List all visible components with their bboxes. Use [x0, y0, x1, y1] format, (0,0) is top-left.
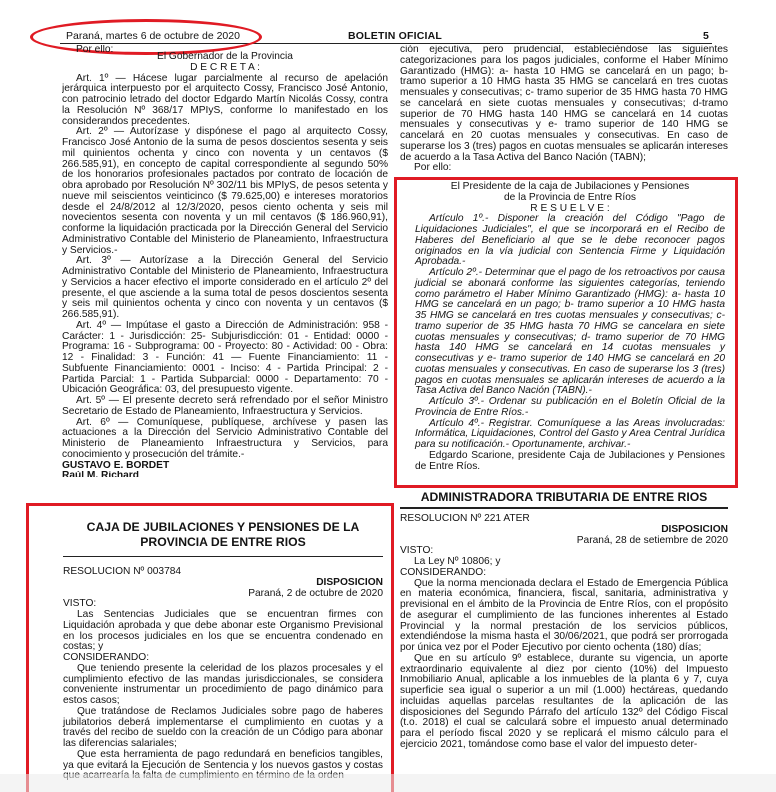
caja-resolution-number: RESOLUCION Nº 003784	[63, 566, 182, 577]
caja-continuation-column	[400, 45, 728, 180]
caja-p2: Que teniendo presente la celeridad de los plazos procesales y el cumplimiento efectivo de las mandas jurisdiccionales, se considera conveniente instrumentar un procedimiento de pago dinámico para estos casos;	[63, 662, 383, 706]
decree-top-cut: Por ello:	[76, 45, 114, 52]
resuelve-heading: R E S U E L V E :	[530, 202, 610, 214]
resuelve-art3: Artículo 3º.- Ordenar su publicación en el Boletín Oficial de la Provincia de Entre Ríos.-	[415, 396, 725, 418]
resuelve-head-1: El Presidente de la caja de Jubilaciones y Pensiones	[450, 181, 690, 192]
ater-disposicion: DISPOSICION	[661, 523, 728, 535]
decree-signature: GUSTAVO E. BORDET	[62, 459, 170, 471]
decree-column	[62, 45, 388, 505]
caja-disposicion: DISPOSICION	[316, 576, 383, 588]
ater-column	[400, 488, 728, 792]
decree-authority: El Gobernador de la Provincia	[157, 51, 293, 62]
caja-date: Paraná, 2 de octubre de 2020	[248, 587, 383, 599]
caja-continuation-text: ción ejecutiva, pero prudencial, estableciéndose las siguientes categorizaciones para los pagos judiciales, conforme el Haber Mínimo Garantizado (HMG): a- hasta 10 HMG se cancelará en un pago; b- tramo superior a 10 HMG hasta 35 HMG se cancelará en tres cuotas mensuales y consecutivas; c- tramo superior de 35 HMG hasta 70 HMG se cancelará en siete cuotas mensuales y consecutivas; d-tramo superior de 70 HMG hasta 140 HMG se cancelará en 14 cuotas mensuales y consecutivas y e- tramo superior de 140 HMG se cancelará en 20 cuotas mensuales y consecutivas. En caso de superarse los 3 (tres) pagos en cuotas mensuales se aplicarán intereses de acuerdo a la Tasa Activa del Banco Nación (TABN);	[400, 45, 728, 163]
caja-p4: Que esta herramienta de pago redundará en beneficios tangibles, ya que evitará la Ejecución de Sentencia y los nuevos gastos y costas	[63, 748, 383, 771]
ater-p1: Que la norma mencionada declara el Estado de Emergencia Pública en materia económica, financiera, fiscal, sanitaria, administrativa y previsional en el ámbito de la Provincia de Entre Ríos, con el propósito de asegurar el cumplimiento de las funciones inherentes al Estado Provincial y la normal prestación de los servicios públicos, extendiéndose la misma hasta el 30/06/2021, que podrá ser prorrogada por única vez por el Poder Ejecutivo por ciento ochenta (180) días;	[400, 577, 728, 653]
header-title: BOLETIN OFICIAL	[348, 30, 442, 42]
ater-resolution-number: RESOLUCION Nº 221 ATER	[400, 513, 530, 524]
ater-visto: VISTO:	[400, 545, 434, 557]
decree-art2: Art. 2º — Autorízase y dispónese el pago al arquitecto Cossy, Francisco José Antonio de la suma de pesos doscientos sesenta y seis mil quinientos ochenta y cinco con noventa y un centavos ($ 266.585,91), en concepto de capital correspondiente al segundo 50% de los honorarios profesionales pactados por contrato de locación de obra aprobado por Resolución Nº 302/11 bis MPIyS, de pesos setenta y nueve mil seiscientos veinticinco ($ 79.625,00) e intereses moratorios desde el 24/8/2012 al 12/3/2020, pesos ciento ochenta y seis mil novecientos sesenta con noventa y un mil centavos ($ 186.960,91), conforme la liquidación practicada por la Dirección General del Servicio Administrativo Contable del Ministerio de Planeamiento, Infraestructura y Servicios.-	[62, 126, 388, 256]
decree-art6: Art. 6º — Comuníquese, publíquese, archívese y pasen las actuaciones a la Dirección del Servicio Administrativo Contable del Ministerio de Planeamiento Infraestructura y Servicios, para conocimiento y prosecución del trámite.-	[62, 416, 388, 460]
ater-considerando: CONSIDERANDO:	[400, 566, 487, 578]
ater-date: Paraná, 28 de setiembre de 2020	[576, 534, 728, 546]
ater-section-title: ADMINISTRADORA TRIBUTARIA DE ENTRE RIOS	[420, 490, 708, 504]
decree-heading: D E C R E T A :	[190, 61, 260, 73]
page-header	[0, 0, 776, 44]
decree-art5: Art. 5º — El presente decreto será refrendado por el señor Ministro Secretario de Estado de Planeamiento, Infraestructura y Servicios.	[62, 395, 388, 417]
caja-considerando: CONSIDERANDO:	[63, 652, 150, 663]
resuelve-box	[394, 177, 738, 488]
caja-visto: VISTO:	[63, 598, 97, 610]
resuelve-column	[415, 182, 725, 472]
resuelve-art2: Artículo 2º.- Determinar que el pago de los retroactivos por causa judicial se abonará conforme las siguientes categorías, teniendo como parámetro el Haber Mínimo Garantizado (HMG): a- hasta 10 HMG se cancelará en un pago; b- tramo superior a 10 HMG hasta 35 HMG se cancelará en tres cuotas mensuales y consecutivas; c- tramo superior de 35 HMG hasta 70 HMG se cancelara en siete cuotas mensuales y consecutivas; d- tramo superior de 70 HMG hasta 140 HMG se cancelará en 14 cuotas mensuales y consecutivas y e- tramo superior de 140 HMG se cancelará en 20 cuotas mensuales y consecutivas. En caso de superarse los 3 (tres) pagos en cuotas mensuales se aplicarán intereses de acuerdo a la Tasa Activa del Banco Nación (TABN).-	[415, 267, 725, 397]
resuelve-head-2: de la Provincia de Entre Ríos	[504, 191, 636, 203]
viewer-bottom-bar	[0, 774, 776, 792]
resuelve-art1: Artículo 1º.- Disponer la creación del Código "Pago de Liquidaciones Judiciales", el que se incorporará en el Recibo de Haberes del Beneficiario al que se le debe reconocer pagos originados en la vía judicial con Sentencia Firme y Liquidación Aprobada.-	[415, 213, 725, 268]
decree-art1: Art. 1º — Hácese lugar parcialmente al recurso de apelación jerárquica interpuesto por el arquitecto Cossy, Francisco José Antonio, con patrocinio letrado del doctor Edgardo Martín Nicolás Cossy, contra la Resolución Nº 368/17 MPIyS, conforme lo manifestado en los considerandos precedentes.	[62, 72, 388, 127]
caja-por-ello: Por ello:	[414, 162, 452, 174]
ater-ley: La Ley Nº 10806; y	[414, 556, 501, 567]
resuelve-signature: Edgardo Scarione, presidente Caja de Jubilaciones y Pensiones de Entre Ríos.	[415, 449, 725, 472]
caja-resolution-box	[26, 503, 394, 792]
header-date: Paraná, martes 6 de octubre de 2020	[66, 30, 240, 42]
caja-p3: Que tratándose de Reclamos Judiciales sobre pago de haberes jubilatorios deberá implementarse el cumplimiento en cuotas y a través del recibo de sueldo con la creación de un Código para abonar las diferencias salariales;	[63, 705, 383, 749]
header-page-number: 5	[703, 30, 709, 42]
caja-resolution-column	[63, 520, 383, 782]
decree-art4: Art. 4º — Impútase el gasto a Dirección de Administración: 958 - Carácter: 1 - Jurisdicción: 25- Subjurisdicción: 01 - Entidad: 0000 - Programa: 16 - Subprograma: 00 - Proyecto: 80 - Actividad: 00 - Obra: 12 - Finalidad: 3 - Función: 41 — Fuente Financiamiento: 11 - Subfuente Financiamiento: 0001 - Inciso: 4 - Partida Principal: 2 - Partida Parcial: 1 - Partida Subparcial: 0000 - Departamento: 70 - Ubicación Geográfica: 03, del presupuesto vigente.	[62, 319, 388, 396]
ater-p2: Que en su artículo 9º establece, durante su vigencia, un aporte extraordinario equivalente al diez por ciento (10%) del Impuesto Inmobiliario Anual, aplicable a los inmuebles de la planta 6 y 7, cuya superficie sea igual o superior a un mil (1.000) hectáreas, quedando incluidas aquellas parcelas resultantes de la aplicación de las disposiciones del Segundo Párrafo del artículo 132º del Código Fiscal (t.o. 2018) el cual se calculará sobre el impuesto anual determinado para el período fiscal 2020 y se replicará el mismo cálculo para el ejercicio 2021, tomándose como base el valor del impuesto deter-	[400, 652, 728, 750]
decree-signature-2: Raúl M. Richard	[62, 471, 139, 478]
caja-p1: Las Sentencias Judiciales que se encuentran firmes con Liquidación aprobada y que debe abonar este Organismo Previsional en los procesos judiciales en los que se encuentra condenado en costas; y	[63, 609, 383, 653]
ater-title-rule	[400, 507, 728, 509]
caja-section-title: CAJA DE JUBILACIONES Y PENSIONES DE LA PROVINCIA DE ENTRE RIOS	[86, 520, 360, 549]
resuelve-art4: Artículo 4º.- Registrar. Comuníquese a las Areas involucradas: Informática, Liquidaciones, Control del Gasto y Area Central Jurídica para su notificación.- Oportunamente, archivar.-	[415, 417, 725, 450]
decree-art3: Art. 3º — Autorízase a la Dirección General del Servicio Administrativo Contable del Ministerio de Planeamiento, Infraestructura y Servicios a hacer efectivo el importe considerado en el artículo 2º del presente, el que asciende a la suma total de pesos doscientos sesenta y seis mil quinientos ochenta y cinco con noventa y un centavos ($ 266.585,91).	[62, 255, 388, 320]
